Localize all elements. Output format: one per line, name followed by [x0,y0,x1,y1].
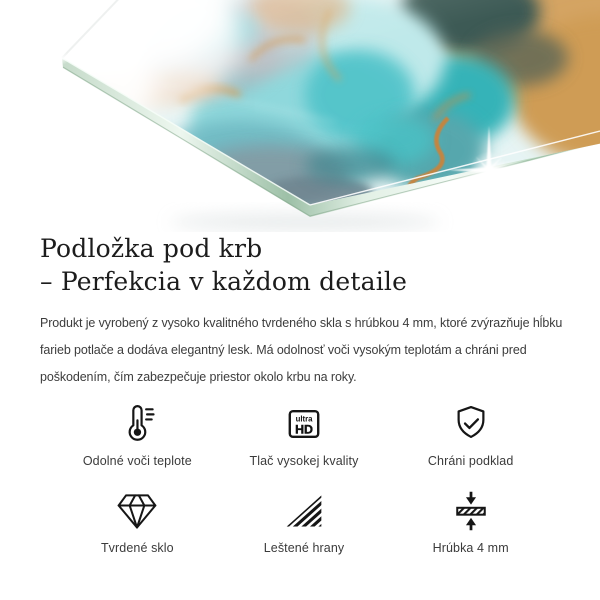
feature-heat-resistant [54,402,221,468]
feature-grid [40,402,560,555]
abstract-ink-artwork [0,0,600,232]
feature-label: Leštené hrany [263,541,345,555]
product-info-section [0,232,600,555]
feature-label: Tlač vysokej kvality [249,454,359,468]
polished-edges-icon [282,489,326,533]
description-line: poškodením, čím zabezpečuje priestor okolo krbu na roky. [40,370,357,384]
page-title [40,232,560,298]
hd-text: HD [295,422,313,437]
feature-polished-edges [221,489,388,555]
description-line: farieb potlače a dodáva elegantný lesk. Má odolnosť voči vysokým teplotám a chráni pred [40,343,527,357]
feature-print-quality [221,402,388,468]
corner-glint [55,51,69,65]
feature-tempered-glass [54,489,221,555]
feature-label: Chráni podklad [427,454,514,468]
product-photo [0,0,600,232]
description-line: Produkt je vyrobený z vysoko kvalitného tvrdeného skla s hrúbkou 4 mm, ktoré zvýrazňuje hĺbku [40,316,563,330]
page-title-line1: Podložka pod krb [40,234,263,263]
feature-thickness [387,489,554,555]
thermometer-icon [115,402,159,446]
diamond-icon [115,489,159,533]
feature-label: Tvrdené sklo [100,541,174,555]
feature-protects-floor [387,402,554,468]
page-title-line2: – Perfekcia v každom detaile [40,267,408,296]
feature-label: Hrúbka 4 mm [432,541,509,555]
ultra-hd-icon [282,402,326,446]
thickness-icon [449,489,493,533]
shield-check-icon [449,402,493,446]
product-description [40,310,563,391]
panel-shadow [170,213,440,231]
feature-label: Odolné voči teplote [82,454,192,468]
glass-panel-render [0,0,600,232]
ultra-text: ultra [295,414,313,424]
